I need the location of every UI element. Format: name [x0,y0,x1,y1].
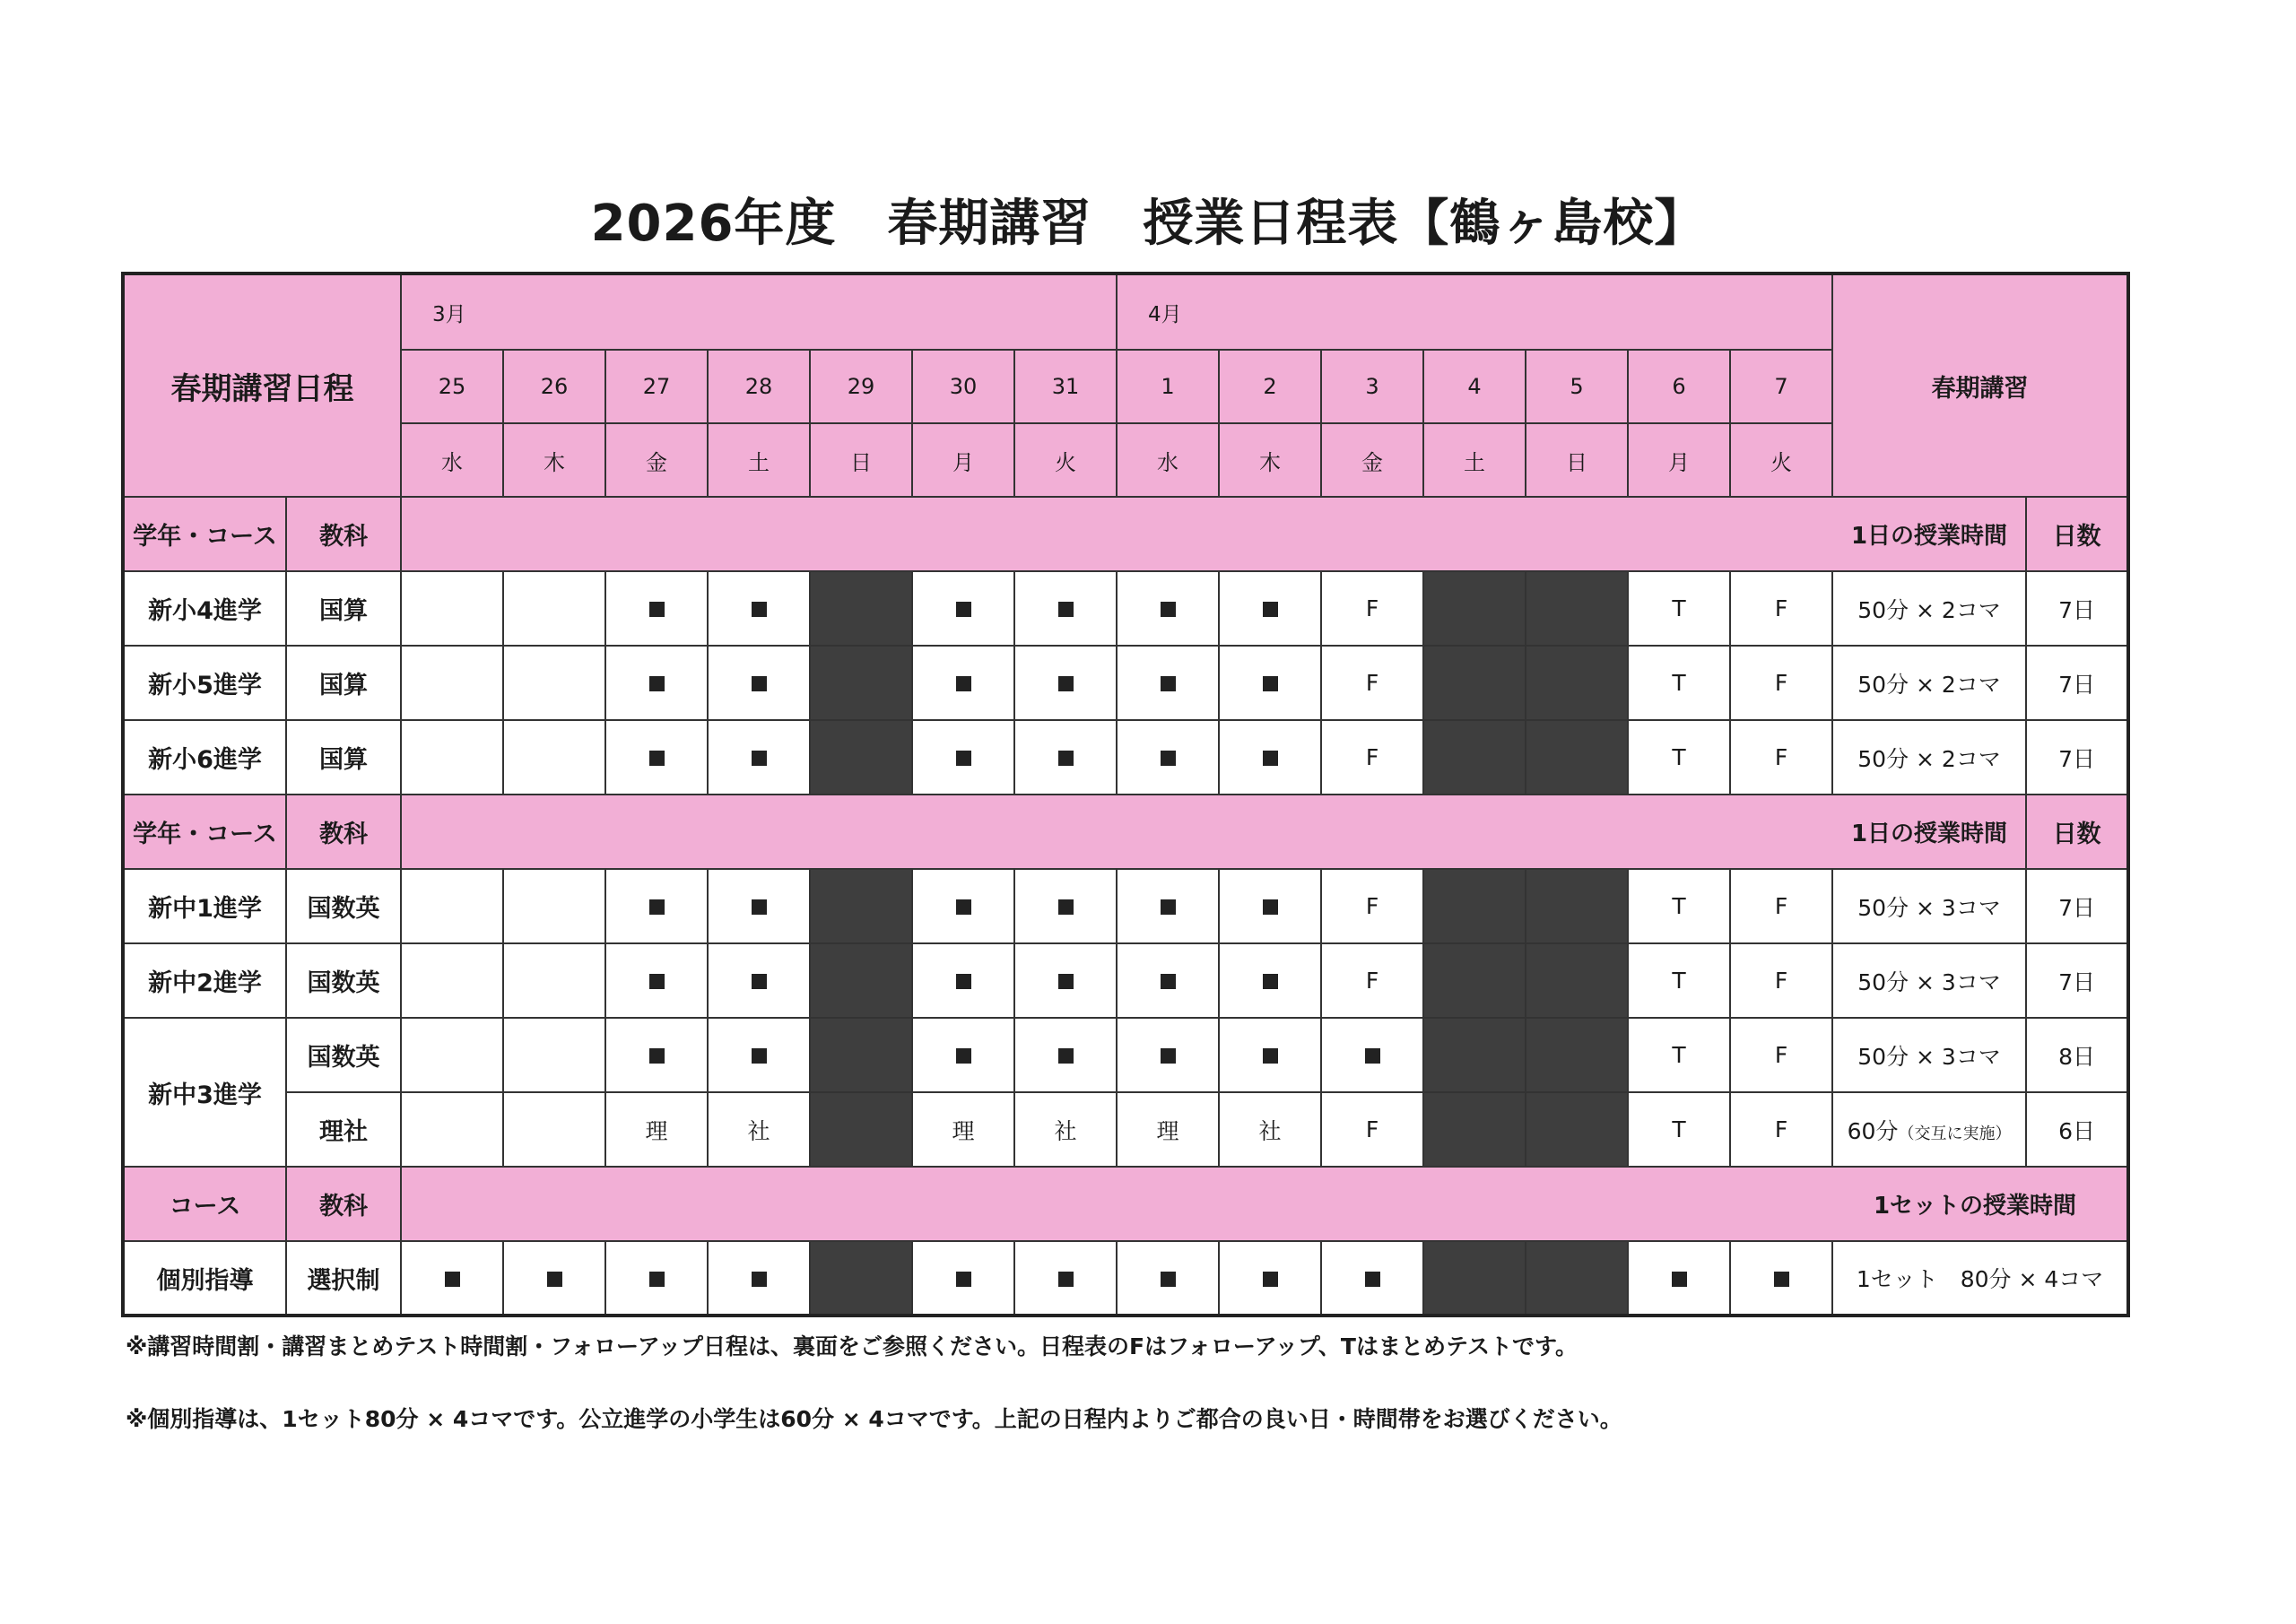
weekday-cell: 月 [1628,423,1730,497]
date-cell: 25 [401,350,503,423]
class-cell [1219,646,1321,720]
class-marker-icon [752,1048,767,1064]
closed-cell [810,1092,912,1167]
closed-cell [1423,1092,1526,1167]
subject-cell: 国数英 [286,943,401,1018]
class-marker-icon [1161,602,1176,617]
empty-cell [503,943,605,1018]
class-cell [605,1018,708,1092]
empty-cell [401,869,503,943]
class-marker-icon [956,751,971,766]
class-marker-icon [956,676,971,691]
empty-cell [401,571,503,646]
time-cell: 50分 × 2コマ [1832,720,2026,795]
followup-cell: F [1730,720,1832,795]
class-cell [912,943,1014,1018]
class-marker-icon [649,974,665,989]
weekday-cell: 土 [1423,423,1526,497]
class-cell [708,646,810,720]
followup-cell: F [1321,720,1423,795]
closed-cell [1526,720,1628,795]
class-marker-icon [752,1272,767,1287]
table-row [123,571,2128,646]
time-cell: 50分 × 3コマ [1832,1018,2026,1092]
date-cell: 26 [503,350,605,423]
subject-cell: 国数英 [286,869,401,943]
empty-cell [401,720,503,795]
weekday-cell: 金 [605,423,708,497]
weekday-cell: 日 [1526,423,1628,497]
days-cell: 8日 [2026,1018,2128,1092]
followup-cell: F [1321,943,1423,1018]
closed-cell [1526,1241,1628,1316]
grade-cell: 新中1進学 [123,869,286,943]
daily-time-heading: 1日の授業時間 [401,795,2026,869]
grade-cell: 新中2進学 [123,943,286,1018]
test-cell: T [1628,1018,1730,1092]
class-cell [708,869,810,943]
followup-cell: F [1321,869,1423,943]
class-cell [912,1241,1014,1316]
weekday-cell: 水 [1117,423,1219,497]
date-cell: 27 [605,350,708,423]
followup-cell: F [1730,1018,1832,1092]
class-marker-icon [1161,1048,1176,1064]
test-cell: T [1628,869,1730,943]
empty-cell [401,1018,503,1092]
set-time-heading: 1セットの授業時間 [401,1167,2128,1241]
class-marker-icon [1058,974,1074,989]
days-cell: 7日 [2026,943,2128,1018]
class-cell [1219,1241,1321,1316]
class-marker-icon [956,602,971,617]
days-cell: 6日 [2026,1092,2128,1167]
time-note: （交互に実施） [1898,1124,2012,1143]
class-marker-icon [649,676,665,691]
class-cell [1628,1241,1730,1316]
grade-cell: 新小6進学 [123,720,286,795]
daily-time-heading: 1日の授業時間 [401,497,2026,571]
class-cell [1219,1018,1321,1092]
table-row [123,646,2128,720]
table-row [123,943,2128,1018]
class-cell [1014,1018,1117,1092]
class-cell [708,943,810,1018]
month-april: 4月 [1117,274,1832,350]
footnote-schedule: ※講習時間割・講習まとめテスト時間割・フォローアップ日程は、裏面をご参照ください。日程表のFはフォローアップ、Tはまとめテストです。 [126,1333,1578,1359]
social-cell: 社 [708,1092,810,1167]
class-cell [912,720,1014,795]
subject-cell: 理社 [286,1092,401,1167]
class-marker-icon [649,899,665,915]
time-cell: 50分 × 2コマ [1832,646,2026,720]
header-corner: 春期講習日程 [123,274,401,497]
closed-cell [810,646,912,720]
class-cell [401,1241,503,1316]
schedule-table [121,272,2130,1317]
class-marker-icon [1774,1272,1789,1287]
class-cell [1219,720,1321,795]
class-marker-icon [1161,1272,1176,1287]
empty-cell [503,869,605,943]
class-cell [1117,1241,1219,1316]
month-march: 3月 [401,274,1117,350]
class-cell [1117,869,1219,943]
test-cell: T [1628,1092,1730,1167]
closed-cell [1423,646,1526,720]
class-cell [1219,943,1321,1018]
course-heading: コース [123,1167,286,1241]
empty-cell [401,646,503,720]
date-cell: 30 [912,350,1014,423]
class-marker-icon [956,1272,971,1287]
weekday-cell: 火 [1730,423,1832,497]
subject-cell: 選択制 [286,1241,401,1316]
test-cell: T [1628,571,1730,646]
header-right: 春期講習 [1832,274,2128,497]
class-marker-icon [1058,1048,1074,1064]
section-header-individual [123,1167,2128,1241]
class-cell [708,720,810,795]
subject-cell: 国算 [286,720,401,795]
class-marker-icon [956,1048,971,1064]
grade-cell: 新小4進学 [123,571,286,646]
date-cell: 31 [1014,350,1117,423]
empty-cell [503,646,605,720]
class-marker-icon [1263,974,1278,989]
class-marker-icon [649,751,665,766]
days-heading: 日数 [2026,795,2128,869]
date-cell: 6 [1628,350,1730,423]
closed-cell [810,1241,912,1316]
header-weekday-row [123,423,2128,497]
class-cell [1117,1018,1219,1092]
time-cell: 50分 × 3コマ [1832,869,2026,943]
social-cell: 社 [1219,1092,1321,1167]
class-marker-icon [752,676,767,691]
class-cell [1219,571,1321,646]
closed-cell [810,571,912,646]
empty-cell [503,1018,605,1092]
time-cell: 50分 × 3コマ [1832,943,2026,1018]
class-cell [1014,571,1117,646]
test-cell: T [1628,720,1730,795]
followup-cell: F [1730,571,1832,646]
class-marker-icon [649,602,665,617]
class-marker-icon [547,1272,562,1287]
days-heading: 日数 [2026,497,2128,571]
empty-cell [503,720,605,795]
subject-heading: 教科 [286,1167,401,1241]
weekday-cell: 木 [503,423,605,497]
class-cell [1730,1241,1832,1316]
class-marker-icon [445,1272,460,1287]
closed-cell [1423,1241,1526,1316]
grade-course-heading: 学年・コース [123,497,286,571]
class-marker-icon [1263,751,1278,766]
date-cell: 5 [1526,350,1628,423]
class-cell [1219,869,1321,943]
closed-cell [810,720,912,795]
test-cell: T [1628,943,1730,1018]
followup-cell: F [1321,1092,1423,1167]
days-cell: 7日 [2026,571,2128,646]
empty-cell [401,943,503,1018]
class-marker-icon [752,751,767,766]
weekday-cell: 金 [1321,423,1423,497]
table-row [123,1018,2128,1092]
closed-cell [1423,869,1526,943]
weekday-cell: 木 [1219,423,1321,497]
table-row [123,1092,2128,1167]
class-cell [1014,1241,1117,1316]
followup-cell: F [1321,646,1423,720]
time-main: 60分 [1847,1117,1899,1144]
date-cell: 29 [810,350,912,423]
table-row [123,1241,2128,1316]
class-cell [708,1018,810,1092]
class-cell [1321,1018,1423,1092]
class-cell [912,869,1014,943]
subject-cell: 国算 [286,571,401,646]
class-cell [912,646,1014,720]
class-marker-icon [1263,602,1278,617]
date-cell: 3 [1321,350,1423,423]
class-marker-icon [1365,1048,1380,1064]
time-cell [1832,1092,2026,1167]
header-month-row [123,274,2128,350]
class-cell [1014,869,1117,943]
class-marker-icon [1263,899,1278,915]
weekday-cell: 火 [1014,423,1117,497]
class-marker-icon [752,602,767,617]
weekday-cell: 日 [810,423,912,497]
class-marker-icon [1161,676,1176,691]
class-cell [912,1018,1014,1092]
closed-cell [1526,869,1628,943]
test-cell: T [1628,646,1730,720]
subject-cell: 国数英 [286,1018,401,1092]
class-cell [708,1241,810,1316]
class-marker-icon [649,1048,665,1064]
closed-cell [810,869,912,943]
class-marker-icon [1365,1272,1380,1287]
grade-cell: 個別指導 [123,1241,286,1316]
science-cell: 理 [912,1092,1014,1167]
subject-heading: 教科 [286,497,401,571]
set-time-cell: 1セット 80分 × 4コマ [1832,1241,2128,1316]
class-cell [1014,646,1117,720]
class-marker-icon [1161,974,1176,989]
science-cell: 理 [605,1092,708,1167]
closed-cell [810,1018,912,1092]
closed-cell [1526,943,1628,1018]
class-cell [1014,720,1117,795]
class-marker-icon [649,1272,665,1287]
class-marker-icon [1263,1272,1278,1287]
section-header-elementary [123,497,2128,571]
class-cell [605,869,708,943]
class-cell [605,1241,708,1316]
class-cell [1117,720,1219,795]
closed-cell [1423,943,1526,1018]
class-marker-icon [1672,1272,1687,1287]
page-title: 2026年度 春期講習 授業日程表【鶴ヶ島校】 [590,195,1706,253]
social-cell: 社 [1014,1092,1117,1167]
footnote-individual: ※個別指導は、1セット80分 × 4コマです。公立進学の小学生は60分 × 4コマです。上記の日程内よりご都合の良い日・時間帯をお選びください。 [126,1406,1622,1432]
class-marker-icon [1161,899,1176,915]
closed-cell [1526,646,1628,720]
closed-cell [1526,1092,1628,1167]
empty-cell [503,571,605,646]
followup-cell: F [1730,943,1832,1018]
class-marker-icon [1263,676,1278,691]
date-cell: 7 [1730,350,1832,423]
empty-cell [401,1092,503,1167]
class-marker-icon [1058,899,1074,915]
days-cell: 7日 [2026,869,2128,943]
followup-cell: F [1321,571,1423,646]
closed-cell [810,943,912,1018]
subject-heading: 教科 [286,795,401,869]
table-row [123,720,2128,795]
class-marker-icon [1058,676,1074,691]
class-marker-icon [956,899,971,915]
closed-cell [1423,571,1526,646]
grade-cell: 新小5進学 [123,646,286,720]
closed-cell [1526,571,1628,646]
class-marker-icon [1058,751,1074,766]
class-marker-icon [1058,602,1074,617]
class-cell [1014,943,1117,1018]
followup-cell: F [1730,869,1832,943]
time-cell: 50分 × 2コマ [1832,571,2026,646]
weekday-cell: 水 [401,423,503,497]
class-marker-icon [1161,751,1176,766]
followup-cell: F [1730,646,1832,720]
days-cell: 7日 [2026,646,2128,720]
date-cell: 2 [1219,350,1321,423]
weekday-cell: 月 [912,423,1014,497]
class-marker-icon [956,974,971,989]
class-cell [605,943,708,1018]
class-cell [912,571,1014,646]
date-cell: 1 [1117,350,1219,423]
weekday-cell: 土 [708,423,810,497]
grade-course-heading: 学年・コース [123,795,286,869]
closed-cell [1423,1018,1526,1092]
class-cell [1117,646,1219,720]
class-marker-icon [1058,1272,1074,1287]
class-cell [708,571,810,646]
class-marker-icon [1263,1048,1278,1064]
class-cell [605,646,708,720]
class-marker-icon [752,899,767,915]
date-cell: 4 [1423,350,1526,423]
class-cell [503,1241,605,1316]
days-cell: 7日 [2026,720,2128,795]
subject-cell: 国算 [286,646,401,720]
date-cell: 28 [708,350,810,423]
class-cell [1321,1241,1423,1316]
empty-cell [503,1092,605,1167]
followup-cell: F [1730,1092,1832,1167]
class-cell [605,571,708,646]
header-date-row [123,350,2128,423]
section-header-middle [123,795,2128,869]
class-cell [1117,943,1219,1018]
class-marker-icon [752,974,767,989]
closed-cell [1526,1018,1628,1092]
class-cell [605,720,708,795]
grade-cell: 新中3進学 [123,1018,286,1167]
science-cell: 理 [1117,1092,1219,1167]
class-cell [1117,571,1219,646]
closed-cell [1423,720,1526,795]
table-row [123,869,2128,943]
